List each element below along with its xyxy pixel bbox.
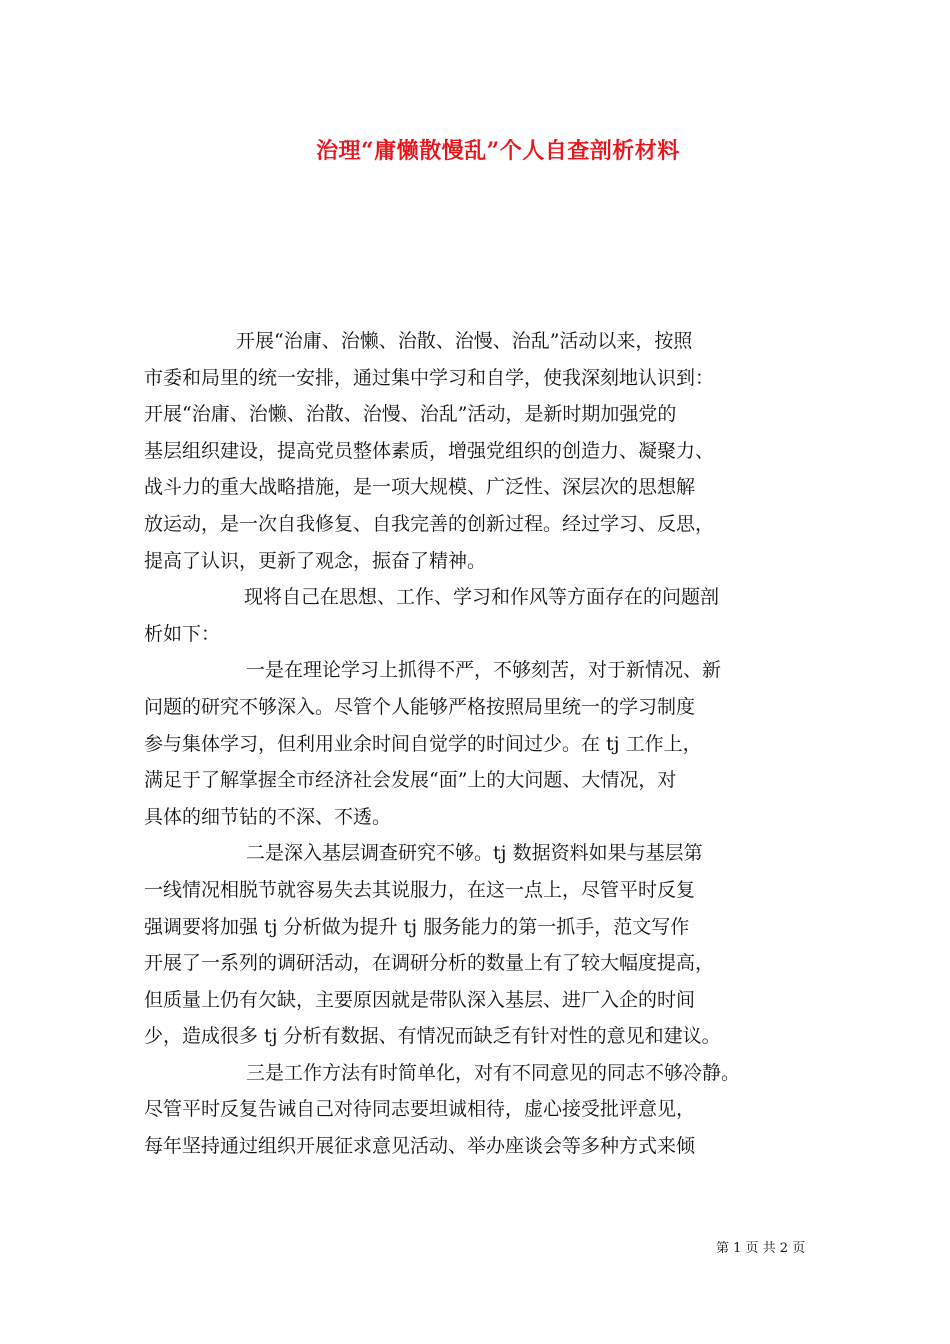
text-line: 满足于了解掌握全市经济社会发展“面”上的大问题、大情况，对 bbox=[144, 769, 677, 792]
text-line: 现将自己在思想、工作、学习和作风等方面存在的问题剖 bbox=[244, 586, 720, 609]
text-line: 放运动，是一次自我修复、自我完善的创新过程。经过学习、反思， bbox=[144, 512, 715, 535]
text-line: 每年坚持通过组织开展征求意见活动、举办座谈会等多种方式来倾 bbox=[144, 1135, 696, 1158]
text-line: 尽管平时反复告诫自己对待同志要坦诚相待，虚心接受批评意见， bbox=[144, 1098, 696, 1121]
text-line: 具体的细节钻的不深、不透。 bbox=[144, 805, 392, 828]
paragraph-issue-1 bbox=[144, 652, 834, 835]
text-line: 战斗力的重大战略措施，是一项大规模、广泛性、深层次的思想解 bbox=[144, 476, 696, 499]
text-line: 参与集体学习，但利用业余时间自觉学的时间过少。在 tj 工作上， bbox=[144, 732, 702, 755]
text-line: 但质量上仍有欠缺，主要原因就是带队深入基层、进厂入企的时间 bbox=[144, 988, 696, 1011]
paragraph-issue-2 bbox=[144, 835, 834, 1055]
paragraph-intro bbox=[144, 323, 834, 579]
text-line: 三是工作方法有时简单化，对有不同意见的同志不够冷静。 bbox=[246, 1061, 741, 1084]
text-line: 提高了认识，更新了观念，振奋了精神。 bbox=[144, 549, 487, 572]
document-body bbox=[144, 323, 834, 1165]
document-title: 治理“庸懒散慢乱”个人自查剖析材料 bbox=[316, 138, 680, 164]
text-line: 开展了一系列的调研活动，在调研分析的数量上有了较大幅度提高， bbox=[144, 952, 715, 975]
paragraph-analysis-intro bbox=[144, 579, 834, 652]
text-line: 一是在理论学习上抓得不严，不够刻苦，对于新情况、新 bbox=[246, 659, 722, 682]
text-line: 强调要将加强 tj 分析做为提升 tj 服务能力的第一抓手，范文写作 bbox=[144, 915, 690, 938]
text-line: 开展“治庸、治懒、治散、治慢、治乱”活动以来，按照 bbox=[236, 330, 693, 352]
page-number-footer: 第 1 页 共 2 页 bbox=[716, 1241, 806, 1256]
text-line: 问题的研究不够深入。尽管个人能够严格按照局里统一的学习制度 bbox=[144, 695, 696, 718]
text-line: 二是深入基层调查研究不够。tj 数据资料如果与基层第 bbox=[246, 842, 703, 865]
text-line: 基层组织建设，提高党员整体素质，增强党组织的创造力、凝聚力、 bbox=[144, 439, 715, 462]
text-line: 析如下： bbox=[144, 622, 221, 645]
paragraph-issue-3 bbox=[144, 1055, 834, 1165]
text-line: 一线情况相脱节就容易失去其说服力，在这一点上，尽管平时反复 bbox=[144, 878, 696, 901]
text-line: 少，造成很多 tj 分析有数据、有情况而缺乏有针对性的意见和建议。 bbox=[144, 1025, 721, 1048]
text-line: 市委和局里的统一安排，通过集中学习和自学，使我深刻地认识到： bbox=[144, 366, 715, 389]
text-line: 开展“治庸、治懒、治散、治慢、治乱”活动，是新时期加强党的 bbox=[144, 403, 677, 426]
